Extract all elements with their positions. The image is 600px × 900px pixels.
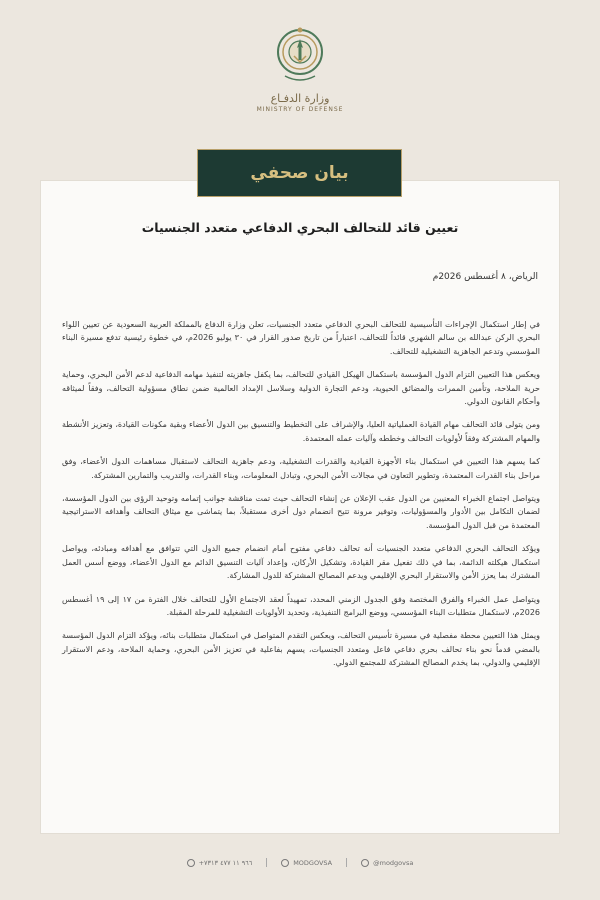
- footer-handle-social[interactable]: [361, 859, 413, 867]
- footer-social-text: @modgovsa: [373, 858, 414, 867]
- page-footer: [0, 858, 600, 867]
- body-paragraph: ويتواصل عمل الخبراء والفرق المختصة وفق الجدول الزمني المحدد، تمهيداً لعقد الاجتماع الأول للتحالف خلال الفترة من ١٧ إلى ١٩ أغسطس 2026م، لاستكمال متطلبات البناء المؤسسي، ووضع البرامج التنفيذية، وتحديد الأولويات التشغيلية للمرحلة المقبلة.: [62, 594, 541, 617]
- body-paragraph: ويؤكد التحالف البحري الدفاعي متعدد الجنسيات أنه تحالف دفاعي مفتوح أمام انضمام جميع الدول التي تتوافق مع أهدافه ومبادئه، ويواصل استكمال هيكلته الدائمة، بما في ذلك تفعيل مقر القيادة، وتشكيل الأركان، وإعداد آليات التنسيق الدائم مع الدول الأعضاء، ووضع أسس العمل المشترك بما يعزز الأمن والاستقرار البحري الإقليمي ويدعم المصالح المشتركة للدول المشاركة.: [62, 544, 540, 581]
- phone-icon: [187, 859, 195, 867]
- ministry-name-english: MINISTRY OF DEFENSE: [256, 106, 344, 113]
- body-paragraph: ويتواصل اجتماع الخبراء المعنيين من الدول عقب الإعلان عن إنشاء التحالف حيث تمت مناقشة جوانب إتمامه وتوحيد الرؤى بين الدول المؤسسة، لضمان التكامل بين الأدوار والمسؤوليات، وتوفير مرونة تتيح انضمام دول أخرى مستقبلاً، بما يتماشى مع ميثاق التحالف وأهدافه الاستراتيجية المعتمدة من قبل الدول المؤسسة.: [62, 494, 540, 530]
- social-icon: [361, 859, 369, 867]
- press-release-banner: [197, 149, 402, 197]
- ministry-name-arabic: وزارة الدفـاع: [270, 92, 330, 105]
- body-paragraph: ويعكس هذا التعيين التزام الدول المؤسسة باستكمال الهيكل القيادي للتحالف، بما يكفل جاهزيته لتنفيذ مهامه الدفاعية لدعم الأمن البحري، وحماية حرية الملاحة، وتأمين الممرات والمضائق الحيوية، ودعم التجارة الدولية وسلاسل الإمداد العالمية ضمن نطاق مسؤولية التحالف، وفقاً لميثاقه وأحكام القانون الدولي.: [62, 370, 540, 407]
- footer-divider: [346, 858, 347, 867]
- web-icon: [281, 859, 289, 867]
- body-paragraph: كما يسهم هذا التعيين في استكمال بناء الأجهزة القيادية والقدرات التشغيلية، ودعم جاهزية التحالف لاستقبال مساهمات الدول الأعضاء، وفق مراحل بناء القدرات المعتمدة، وتطوير التعاون في مجالات الأمن البحري، وتبادل المعلومات، وبناء القدرات، والتدريب والتمارين المشتركة.: [62, 457, 540, 480]
- footer-phone-text: +٩٦٦ ١١ ٤٧٧ ٧٣١٣: [198, 858, 253, 867]
- body-paragraph: ومن يتولى قائد التحالف مهام القيادة العملياتية العليا، والإشراف على التخطيط والتنسيق بين الدول الأعضاء وبقية مكونات القيادة، وتعزيز الأنشطة والمهام المشتركة وفقاً لأولويات التحالف وخططه وآليات عمله المعتمدة.: [62, 420, 540, 443]
- body-paragraph: ويمثل هذا التعيين محطة مفصلية في مسيرة تأسيس التحالف، ويعكس التقدم المتواصل في استكمال متطلبات بنائه، ويؤكد التزام الدول المؤسسة بالمضي قدماً نحو بناء تحالف بحري دفاعي فاعل ومتعدد الجنسيات، يسهم بفاعلية في تعزيز الأمن البحري، وحماية الملاحة، ودعم الاستقرار الإقليمي والدولي، بما يخدم المصالح المشتركة للمجتمع الدولي.: [62, 631, 540, 668]
- document-date: الرياض، ٨ أغسطس 2026م: [432, 272, 538, 282]
- ministry-emblem-icon: [275, 26, 325, 88]
- footer-divider: [266, 858, 267, 867]
- body-paragraph: في إطار استكمال الإجراءات التأسيسية للتحالف البحري الدفاعي متعدد الجنسيات، تعلن وزارة الدفاع بالمملكة العربية السعودية عن تعيين اللواء البحري الركن عبدالله بن سالم الشهري قائداً للتحالف، اعتباراً من تاريخ صدور القرار في ٣٠ يوليو 2026م، في خطوة رئيسية تدفع مسيرة البناء المؤسسي وتدعم الجاهزية التشغيلية للتحالف.: [62, 320, 540, 356]
- document-title: تعيين قائد للتحالف البحري الدفاعي متعدد الجنسيات: [141, 220, 459, 235]
- footer-handle-primary[interactable]: [281, 859, 332, 867]
- footer-handle-text: MODGOVSA: [293, 858, 333, 867]
- footer-phone: [187, 859, 253, 867]
- document-body: [62, 318, 540, 680]
- banner-label: بيان صحفي: [250, 163, 349, 183]
- page-header: [0, 0, 600, 148]
